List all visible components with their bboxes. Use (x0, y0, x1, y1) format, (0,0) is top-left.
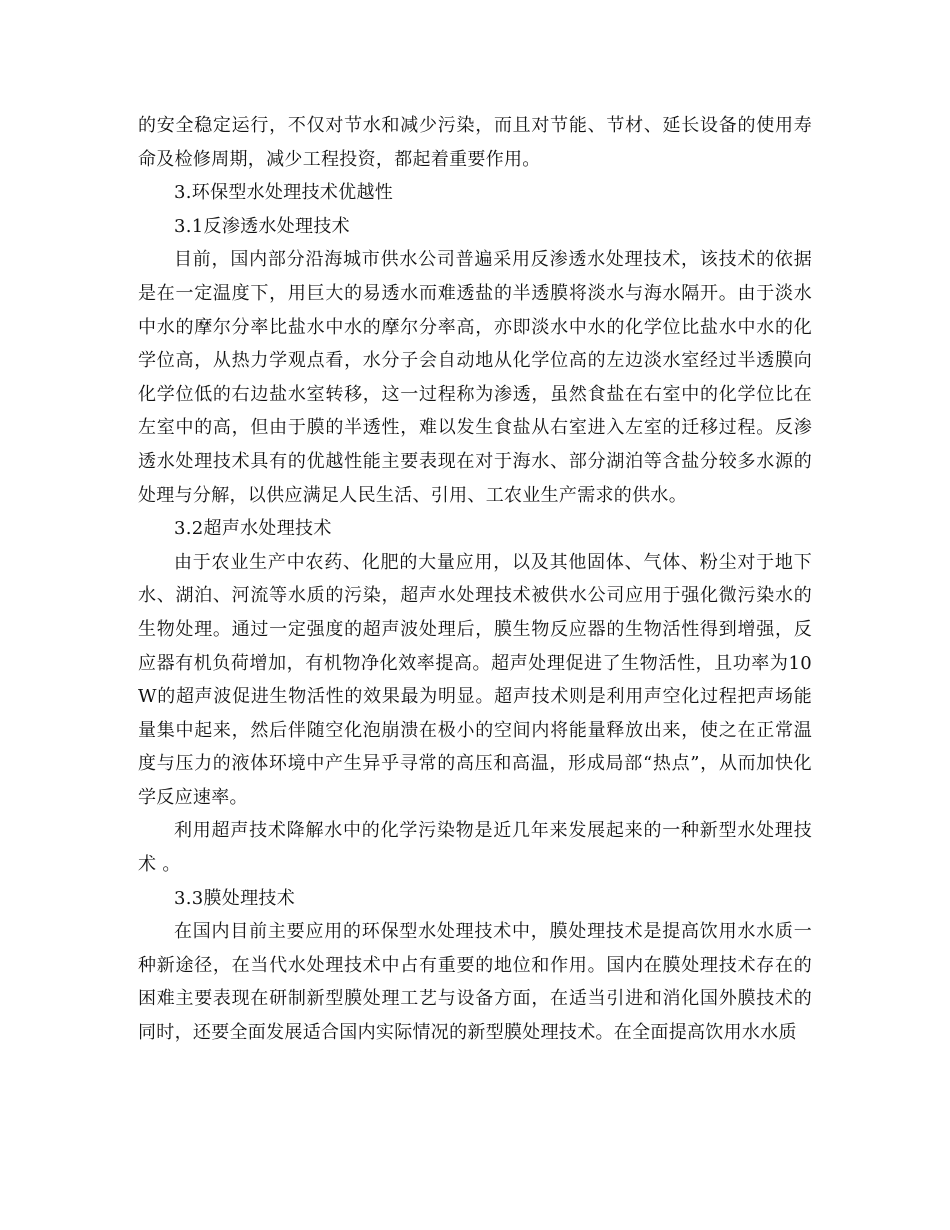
section-heading-3: 3.环保型水处理技术优越性 (174, 182, 394, 204)
paragraph-ultrasonic-degradation: 利用超声技术降解水中的化学污染物是近几年来发展起来的一种新型水处理技术 。 (138, 820, 812, 876)
paragraph-ultrasonic: 由于农业生产中农药、化肥的大量应用，以及其他固体、气体、粉尘对于地下水、湖泊、河流等水质的污染，超声水处理技术被供水公司应用于强化微污染水的生物处理。通过一定强度的超声波处理后，膜生物反应器的生物活性得到增强，反应器有机负荷增加，有机物净化效率提高。超声处理促进了生物活性，且功率为10W的超声波促进生物活性的效果最为明显。超声技术则是利用声空化过程把声场能量集中起来，然后伴随空化泡崩溃在极小的空间内将能量释放出来，使之在正常温度与压力的液体环境中产生异乎寻常的高压和高温，形成局部“热点”，从而加快化学反应速率。 (138, 551, 812, 808)
paragraph-reverse-osmosis: 目前，国内部分沿海城市供水公司普遍采用反渗透水处理技术，该技术的依据是在一定温度下，用巨大的易透水而难透盐的半透膜将淡水与海水隔开。由于淡水中水的摩尔分率比盐水中水的摩尔分率高，亦即淡水中水的化学位比盐水中水的化学位高，从热力学观点看，水分子会自动地从化学位高的左边淡水室经过半透膜向化学位低的右边盐水室转移，这一过程称为渗透，虽然食盐在右室中的化学位比在左室中的高，但由于膜的半透性，难以发生食盐从右室进入左室的迁移过程。反渗透水处理技术具有的优越性能主要表现在对于海水、部分湖泊等含盐分较多水源的处理与分解，以供应满足人民生活、引用、工农业生产需求的供水。 (138, 249, 812, 506)
paragraph-continuation: 的安全稳定运行，不仅对节水和减少污染，而且对节能、节材、延长设备的使用寿命及检修周期，减少工程投资，都起着重要作用。 (138, 115, 812, 170)
document-page (138, 109, 812, 1050)
section-heading-3-1: 3.1反渗透水处理技术 (174, 215, 350, 237)
section-heading-3-3: 3.3膜处理技术 (174, 887, 296, 909)
paragraph-membrane: 在国内目前主要应用的环保型水处理技术中，膜处理技术是提高饮用水水质一种新途径，在当代水处理技术中占有重要的地位和作用。国内在膜处理技术存在的困难主要表现在研制新型膜处理工艺与设备方面，在适当引进和消化国外膜技术的同时，还要全面发展适合国内实际情况的新型膜处理技术。在全面提高饮用水水质 (138, 921, 812, 1044)
section-heading-3-2: 3.2超声水处理技术 (174, 518, 332, 540)
